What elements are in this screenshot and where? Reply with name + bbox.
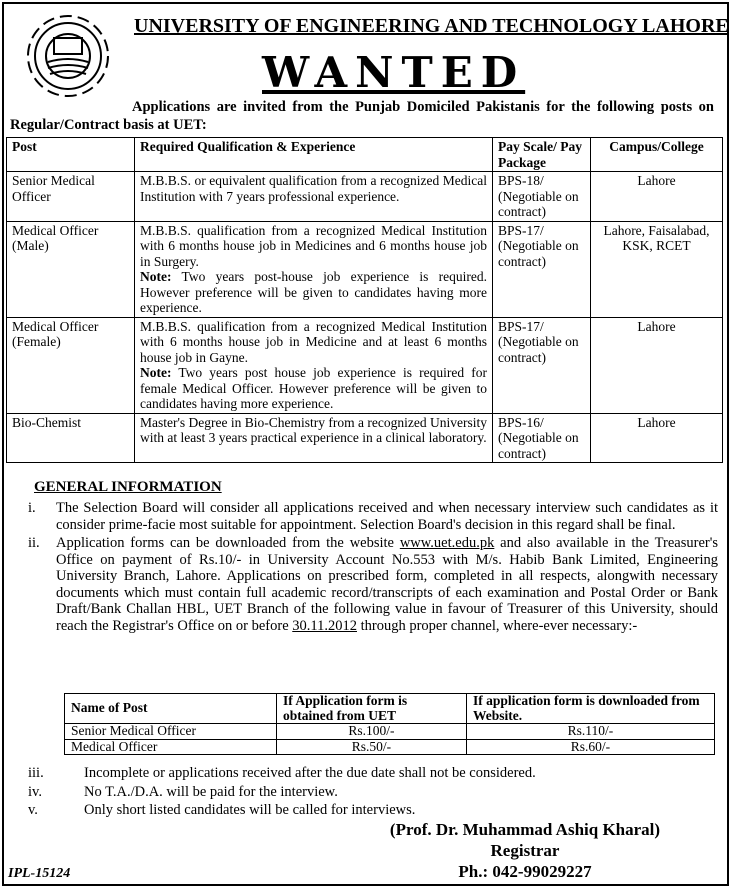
- table-header-row: [7, 138, 723, 172]
- table-row: [7, 317, 723, 413]
- fees-table: [64, 693, 715, 755]
- general-info-heading: GENERAL INFORMATION: [34, 479, 222, 495]
- note-text: Two years post house job experience is required for female Medical Officer. However preference will be given to candidates having more experience.: [140, 365, 487, 411]
- info-item: [28, 765, 718, 782]
- qualification-text: M.B.B.S. qualification from a recognized Medical Institution with 6 months house job in Medicines and 6 months house job in Surgery.: [140, 222, 487, 269]
- header-from-uet: If Application form is obtained from UET: [277, 694, 467, 724]
- table-row: [7, 221, 723, 317]
- registrar-name: (Prof. Dr. Muhammad Ashiq Kharal): [389, 820, 661, 839]
- header-name-of-post: Name of Post: [65, 694, 277, 724]
- item-number: i.: [28, 500, 36, 516]
- qualification-cell: M.B.B.S. or equivalent qualification from a recognized Medical Institution with 7 years professional experience.: [135, 172, 493, 222]
- uet-logo: [12, 8, 124, 104]
- pay-cell: BPS-17/ (Negotiable on contract): [493, 317, 591, 413]
- item-number: v.: [28, 802, 38, 818]
- pay-cell: BPS-16/ (Negotiable on contract): [493, 413, 591, 463]
- header-post: Post: [7, 138, 135, 172]
- campus-cell: Lahore: [591, 172, 723, 222]
- qualification-text: M.B.B.S. qualification from a recognized Medical Institution with 6 months house job in Medicine and at least 6 months house job in Gayne.: [140, 318, 487, 365]
- pay-cell: BPS-17/ (Negotiable on contract): [493, 221, 591, 317]
- general-info-list: [28, 500, 718, 636]
- pay-cell: BPS-18/ (Negotiable on contract): [493, 172, 591, 222]
- university-name: UNIVERSITY OF ENGINEERING AND TECHNOLOGY LAHORE: [134, 15, 729, 37]
- text-part: Application forms can be downloaded from the website: [56, 535, 400, 551]
- website-link[interactable]: www.uet.edu.pk: [399, 535, 495, 551]
- fee-cell: Rs.100/-: [277, 724, 467, 740]
- qualification-cell: Master's Degree in Bio-Chemistry from a recognized University with at least 3 years practical experience in a clinical laboratory.: [135, 413, 493, 463]
- header-pay: Pay Scale/ Pay Package: [493, 138, 591, 172]
- campus-cell: Lahore: [591, 413, 723, 463]
- table-row: [65, 724, 715, 740]
- table-header-row: [65, 694, 715, 724]
- text-part: and also available in the Treasurer's Office on payment of Rs.10/- in University Account No.553 with M/s. Habib Bank Limited, Engineering University Branch, Lahore. Applications on prescribed form, completed in all respects, alongwith necessary documents which must contain full academic record/transcripts of each examination and Postal Order or Bank Draft/Bank Challan HBL, UET Branch of the following value in favour of Treasurer of this University, should reach the Registrar's Office on or before: [56, 535, 718, 634]
- fee-cell: Rs.50/-: [277, 739, 467, 755]
- wanted-heading: WANTED: [262, 48, 526, 97]
- post-cell: Bio-Chemist: [7, 413, 135, 463]
- table-row: [7, 413, 723, 463]
- campus-cell: Lahore: [591, 317, 723, 413]
- fee-cell: Rs.60/-: [467, 739, 715, 755]
- info-item: [28, 802, 718, 819]
- post-cell: Medical Officer: [65, 739, 277, 755]
- intro-text: Applications are invited from the Punjab Domiciled Pakistanis for the following posts on Regular/Contract basis at UET:: [10, 99, 714, 133]
- qualification-cell: [135, 221, 493, 317]
- item-number: iv.: [28, 783, 42, 800]
- general-info-list-2: [28, 765, 718, 821]
- note-label: Note:: [140, 269, 172, 284]
- item-text: [56, 535, 718, 634]
- table-row: [7, 172, 723, 222]
- qualification-cell: [135, 317, 493, 413]
- posts-table: [6, 137, 723, 463]
- fee-cell: Rs.110/-: [467, 724, 715, 740]
- signature-block: [330, 819, 720, 882]
- post-cell: Medical Officer (Female): [7, 317, 135, 413]
- info-item: [28, 535, 718, 634]
- item-number: ii.: [28, 535, 40, 551]
- info-item: [28, 784, 718, 801]
- item-number: iii.: [28, 765, 44, 781]
- note-label: Note:: [140, 365, 172, 380]
- campus-cell: Lahore, Faisalabad, KSK, RCET: [591, 221, 723, 317]
- post-cell: Medical Officer (Male): [7, 221, 135, 317]
- header-qualification: Required Qualification & Experience: [135, 138, 493, 172]
- item-text: The Selection Board will consider all applications received and when necessary interview such candidates as it consider prime-facie most suitable for appointment. Selection Board's decision in this regard shall be final.: [56, 500, 718, 533]
- phone-number: Ph.: 042-99029227: [458, 862, 592, 881]
- table-row: [65, 739, 715, 755]
- info-item: [28, 500, 718, 533]
- item-text: Only short listed candidates will be called for interviews.: [84, 802, 416, 818]
- post-cell: Senior Medical Officer: [7, 172, 135, 222]
- item-text: No T.A./D.A. will be paid for the interview.: [84, 783, 338, 800]
- note-text: Two years post-house job experience is required. However preference will be given to candidates having more experience.: [140, 269, 487, 315]
- post-cell: Senior Medical Officer: [65, 724, 277, 740]
- registrar-title: Registrar: [490, 841, 560, 860]
- ad-reference: IPL-15124: [8, 866, 71, 881]
- text-part: through proper channel, where-ever necessary:-: [356, 617, 638, 634]
- item-text: Incomplete or applications received after the due date shall not be considered.: [84, 765, 536, 781]
- due-date: 30.11.2012: [292, 617, 357, 634]
- header-from-website: If application form is downloaded from Website.: [467, 694, 715, 724]
- header-campus: Campus/College: [591, 138, 723, 172]
